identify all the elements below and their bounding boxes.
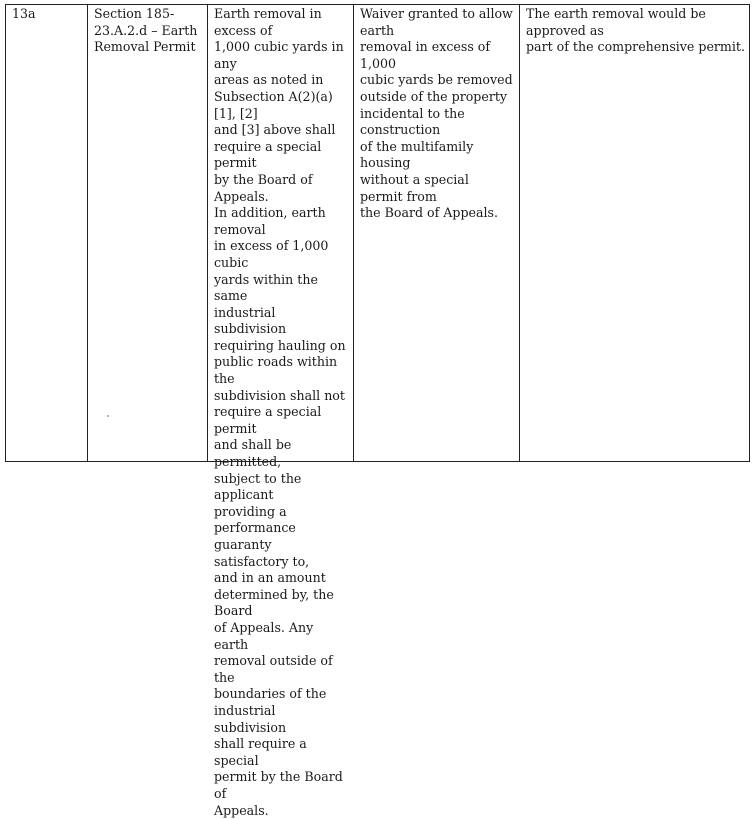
row-number-cell: 13a — [6, 5, 88, 461]
waiver-table — [5, 4, 750, 818]
comment-cell: The earth removal would be approved as part of the comprehensive permit. — [526, 6, 745, 55]
bylaw-requirement-cell: Earth removal in excess of 1,000 cubic yards in any areas as noted in Subsection A(2)(a)[1], [2] and [3] above shall require a special permit by the Board of Appeals. In addition, earth removal in excess of 1,000 cubic yards within the same industrial subdivision requiring hauling on public roads within the subdivision shall not require a special permit and shall be permitted, subject to the applicant providing a performance guaranty satisfactory to, and in an amount determined by, the Board of Appeals. Any earth removal outside of the boundaries of the industrial subdivision shall require a special permit by the Board of Appeals. — [208, 5, 354, 461]
scan-speck — [107, 415, 109, 417]
section-reference-cell: Section 185- 23.A.2.d – Earth Removal Permit — [88, 5, 208, 461]
waiver-granted-cell: Waiver granted to allow earth removal in excess of 1,000 cubic yards be removed outside of the property incidental to the construction of the multifamily housing without a special permit from the Board of Appeals. — [354, 5, 520, 461]
